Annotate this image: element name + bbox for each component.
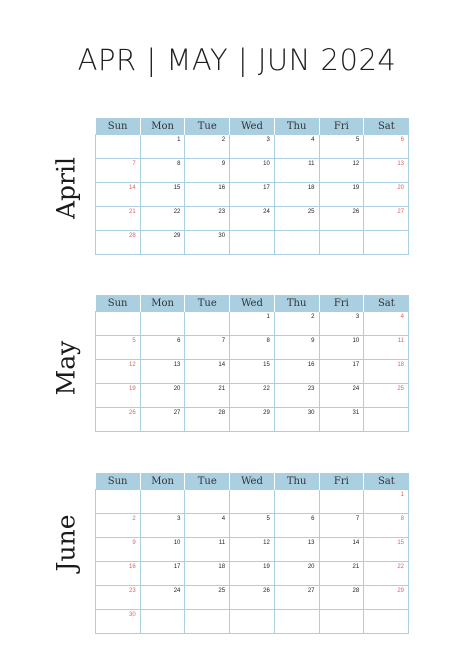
weekday-header: Sat [364, 473, 409, 490]
week-row [96, 183, 409, 207]
empty-day-cell [319, 490, 364, 514]
day-cell: 28 [319, 586, 364, 610]
day-cell: 15 [230, 360, 275, 384]
empty-day-cell [274, 231, 319, 255]
page-title: APR | MAY | JUN 2024 [77, 43, 397, 77]
day-cell: 27 [274, 586, 319, 610]
week-row [96, 207, 409, 231]
week-row [96, 135, 409, 159]
day-cell: 29 [230, 408, 275, 432]
empty-day-cell [140, 490, 185, 514]
day-cell: 8 [140, 159, 185, 183]
day-cell: 10 [319, 336, 364, 360]
weekday-header: Wed [230, 473, 275, 490]
day-cell: 21 [319, 562, 364, 586]
day-cell: 9 [274, 336, 319, 360]
day-cell: 14 [96, 183, 141, 207]
week-row [96, 408, 409, 432]
day-cell: 9 [96, 538, 141, 562]
day-cell: 6 [140, 336, 185, 360]
week-row [96, 159, 409, 183]
empty-day-cell [185, 610, 230, 634]
day-cell: 19 [230, 562, 275, 586]
week-row [96, 514, 409, 538]
day-cell: 7 [185, 336, 230, 360]
day-cell: 28 [96, 231, 141, 255]
day-cell: 25 [364, 384, 409, 408]
day-cell: 22 [230, 384, 275, 408]
month-label-text: April [51, 157, 81, 219]
day-cell: 15 [364, 538, 409, 562]
weekday-header-row [96, 295, 409, 312]
week-row [96, 360, 409, 384]
day-cell: 16 [96, 562, 141, 586]
day-cell: 18 [185, 562, 230, 586]
week-row [96, 336, 409, 360]
empty-day-cell [185, 312, 230, 336]
day-cell: 22 [364, 562, 409, 586]
day-cell: 8 [364, 514, 409, 538]
day-cell: 20 [364, 183, 409, 207]
empty-day-cell [230, 231, 275, 255]
day-cell: 23 [96, 586, 141, 610]
day-cell: 18 [274, 183, 319, 207]
empty-day-cell [274, 490, 319, 514]
day-cell: 17 [319, 360, 364, 384]
weekday-header: Sat [364, 295, 409, 312]
week-row [96, 490, 409, 514]
empty-day-cell [364, 231, 409, 255]
weekday-header: Thu [274, 295, 319, 312]
day-cell: 17 [140, 562, 185, 586]
day-cell: 16 [274, 360, 319, 384]
day-cell: 3 [230, 135, 275, 159]
day-cell: 1 [140, 135, 185, 159]
empty-day-cell [96, 490, 141, 514]
weekday-header: Wed [230, 295, 275, 312]
day-cell: 2 [274, 312, 319, 336]
day-cell: 24 [140, 586, 185, 610]
day-cell: 20 [274, 562, 319, 586]
weekday-header: Tue [185, 118, 230, 135]
calendar-grid-may [95, 295, 409, 432]
day-cell: 11 [274, 159, 319, 183]
day-cell: 23 [274, 384, 319, 408]
weekday-header: Mon [140, 473, 185, 490]
day-cell: 27 [364, 207, 409, 231]
day-cell: 15 [140, 183, 185, 207]
day-cell: 9 [185, 159, 230, 183]
day-cell: 19 [319, 183, 364, 207]
week-row [96, 538, 409, 562]
week-row [96, 562, 409, 586]
week-row [96, 586, 409, 610]
day-cell: 12 [96, 360, 141, 384]
day-cell: 26 [96, 408, 141, 432]
day-cell: 29 [364, 586, 409, 610]
day-cell: 28 [185, 408, 230, 432]
day-cell: 23 [185, 207, 230, 231]
weekday-header: Fri [319, 118, 364, 135]
day-cell: 12 [319, 159, 364, 183]
day-cell: 18 [364, 360, 409, 384]
weekday-header: Sun [96, 118, 141, 135]
day-cell: 6 [274, 514, 319, 538]
day-cell: 7 [319, 514, 364, 538]
day-cell: 13 [140, 360, 185, 384]
day-cell: 1 [364, 490, 409, 514]
day-cell: 31 [319, 408, 364, 432]
empty-day-cell [96, 312, 141, 336]
day-cell: 14 [319, 538, 364, 562]
day-cell: 4 [274, 135, 319, 159]
day-cell: 14 [185, 360, 230, 384]
weekday-header: Mon [140, 118, 185, 135]
day-cell: 20 [140, 384, 185, 408]
weekday-header: Wed [230, 118, 275, 135]
day-cell: 13 [274, 538, 319, 562]
weekday-header-row [96, 473, 409, 490]
weekday-header: Tue [185, 473, 230, 490]
day-cell: 11 [185, 538, 230, 562]
day-cell: 6 [364, 135, 409, 159]
day-cell: 10 [230, 159, 275, 183]
day-cell: 17 [230, 183, 275, 207]
empty-day-cell [230, 490, 275, 514]
empty-day-cell [140, 610, 185, 634]
day-cell: 2 [96, 514, 141, 538]
day-cell: 8 [230, 336, 275, 360]
empty-day-cell [96, 135, 141, 159]
day-cell: 21 [96, 207, 141, 231]
day-cell: 29 [140, 231, 185, 255]
calendar-grid-april [95, 118, 409, 255]
empty-day-cell [140, 312, 185, 336]
day-cell: 4 [364, 312, 409, 336]
day-cell: 7 [96, 159, 141, 183]
day-cell: 22 [140, 207, 185, 231]
day-cell: 12 [230, 538, 275, 562]
day-cell: 25 [185, 586, 230, 610]
weekday-header: Tue [185, 295, 230, 312]
week-row [96, 384, 409, 408]
day-cell: 25 [274, 207, 319, 231]
day-cell: 30 [185, 231, 230, 255]
empty-day-cell [364, 408, 409, 432]
day-cell: 24 [319, 384, 364, 408]
day-cell: 19 [96, 384, 141, 408]
week-row [96, 231, 409, 255]
calendar-grid-june [95, 473, 409, 634]
empty-day-cell [364, 610, 409, 634]
weekday-header: Sun [96, 473, 141, 490]
empty-day-cell [319, 610, 364, 634]
week-row [96, 312, 409, 336]
weekday-header: Fri [319, 473, 364, 490]
weekday-header: Sun [96, 295, 141, 312]
empty-day-cell [185, 490, 230, 514]
weekday-header: Thu [274, 473, 319, 490]
day-cell: 27 [140, 408, 185, 432]
day-cell: 13 [364, 159, 409, 183]
empty-day-cell [274, 610, 319, 634]
day-cell: 5 [319, 135, 364, 159]
weekday-header: Thu [274, 118, 319, 135]
weekday-header-row [96, 118, 409, 135]
day-cell: 16 [185, 183, 230, 207]
month-label-text: June [51, 514, 81, 572]
day-cell: 5 [96, 336, 141, 360]
day-cell: 26 [230, 586, 275, 610]
day-cell: 3 [140, 514, 185, 538]
day-cell: 3 [319, 312, 364, 336]
day-cell: 24 [230, 207, 275, 231]
day-cell: 30 [274, 408, 319, 432]
empty-day-cell [230, 610, 275, 634]
day-cell: 21 [185, 384, 230, 408]
day-cell: 5 [230, 514, 275, 538]
weekday-header: Mon [140, 295, 185, 312]
day-cell: 11 [364, 336, 409, 360]
week-row [96, 610, 409, 634]
day-cell: 30 [96, 610, 141, 634]
day-cell: 4 [185, 514, 230, 538]
day-cell: 2 [185, 135, 230, 159]
day-cell: 1 [230, 312, 275, 336]
empty-day-cell [319, 231, 364, 255]
weekday-header: Sat [364, 118, 409, 135]
day-cell: 10 [140, 538, 185, 562]
month-label-text: May [51, 340, 81, 396]
weekday-header: Fri [319, 295, 364, 312]
day-cell: 26 [319, 207, 364, 231]
